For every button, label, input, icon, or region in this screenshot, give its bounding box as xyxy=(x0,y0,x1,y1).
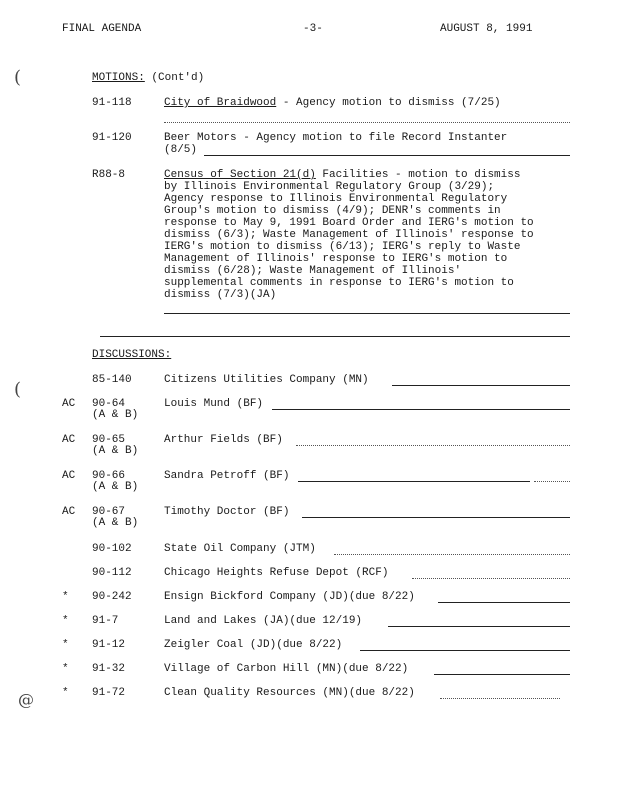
blank-line xyxy=(296,445,570,446)
motion-line: dismiss (6/3); Waste Management of Illinois' response to xyxy=(164,229,534,241)
blank-line xyxy=(334,554,570,555)
case-title: Chicago Heights Refuse Depot (RCF) xyxy=(164,567,389,579)
motion-line: Management of Illinois' response to IERG's motion to xyxy=(164,253,508,265)
blank-line xyxy=(272,409,570,410)
case-title: Clean Quality Resources (MN)(due 8/22) xyxy=(164,687,415,699)
case-subparts: (A & B) xyxy=(92,445,139,457)
discussions-heading: DISCUSSIONS: xyxy=(92,349,172,361)
blank-line xyxy=(360,650,570,651)
case-title: State Oil Company (JTM) xyxy=(164,543,316,555)
blank-line xyxy=(412,578,570,579)
case-prefix: AC xyxy=(62,398,76,410)
motion-line: Agency response to Illinois Environmental Regulatory xyxy=(164,193,508,205)
motion-number: R88-8 xyxy=(92,169,126,181)
case-number: 91-7 xyxy=(92,615,119,627)
case-number: 91-32 xyxy=(92,663,126,675)
scan-mark-bracket: ( xyxy=(14,379,22,400)
case-prefix: * xyxy=(62,615,69,627)
blank-line xyxy=(438,602,570,603)
case-prefix: AC xyxy=(62,470,76,482)
motion-line: (8/5) xyxy=(164,144,198,156)
case-title: Louis Mund (BF) xyxy=(164,398,264,410)
motion-number: 91-120 xyxy=(92,132,132,144)
case-prefix: * xyxy=(62,663,69,675)
scan-mark-bracket: ( xyxy=(14,67,22,88)
case-number: 91-72 xyxy=(92,687,126,699)
blank-line xyxy=(302,517,570,518)
motion-entry: City of Braidwood - Agency motion to dismiss (7/25) xyxy=(164,97,501,109)
case-prefix: * xyxy=(62,639,69,651)
case-title: Land and Lakes (JA)(due 12/19) xyxy=(164,615,363,627)
case-number: 90-64 xyxy=(92,398,126,410)
motion-party: City of Braidwood xyxy=(164,97,277,109)
case-subparts: (A & B) xyxy=(92,517,139,529)
blank-line xyxy=(392,385,570,386)
case-number: 85-140 xyxy=(92,374,132,386)
case-title: Arthur Fields (BF) xyxy=(164,434,283,446)
blank-line xyxy=(164,313,570,314)
motion-line: dismiss (6/28); Waste Management of Illinois' xyxy=(164,265,462,277)
blank-line xyxy=(534,481,570,482)
case-subparts: (A & B) xyxy=(92,409,139,421)
blank-line xyxy=(164,122,570,123)
motion-line: Group's motion to dismiss (4/9); DENR's comments in xyxy=(164,205,501,217)
motion-line: supplemental comments in response to IERG's motion to xyxy=(164,277,514,289)
motion-line: Beer Motors - Agency motion to file Record Instanter xyxy=(164,132,508,144)
blank-line xyxy=(298,481,530,482)
motion-line: dismiss (7/3)(JA) xyxy=(164,289,277,301)
motion-line: by Illinois Environmental Regulatory Group (3/29); xyxy=(164,181,495,193)
motion-party: Census of Section 21(d) xyxy=(164,169,316,181)
header-date: AUGUST 8, 1991 xyxy=(440,23,533,35)
blank-line xyxy=(100,336,570,337)
case-prefix: * xyxy=(62,687,69,699)
blank-line xyxy=(388,626,570,627)
motion-entry: Census of Section 21(d) Facilities - motion to dismiss xyxy=(164,169,521,181)
case-title: Citizens Utilities Company (MN) xyxy=(164,374,369,386)
case-number: 90-102 xyxy=(92,543,132,555)
blank-line xyxy=(440,698,560,699)
case-title: Timothy Doctor (BF) xyxy=(164,506,290,518)
case-number: 90-65 xyxy=(92,434,126,446)
page-number: -3- xyxy=(303,23,323,35)
case-number: 90-112 xyxy=(92,567,132,579)
case-prefix: * xyxy=(62,591,69,603)
case-number: 90-66 xyxy=(92,470,126,482)
blank-line xyxy=(204,155,570,156)
case-number: 90-67 xyxy=(92,506,126,518)
case-title: Ensign Bickford Company (JD)(due 8/22) xyxy=(164,591,415,603)
case-title: Village of Carbon Hill (MN)(due 8/22) xyxy=(164,663,409,675)
case-prefix: AC xyxy=(62,506,76,518)
scan-mark-smudge: @ xyxy=(18,690,34,709)
case-title: Zeigler Coal (JD)(due 8/22) xyxy=(164,639,343,651)
motions-heading: MOTIONS: (Cont'd) xyxy=(92,72,205,84)
case-number: 90-242 xyxy=(92,591,132,603)
blank-line xyxy=(434,674,570,675)
case-number: 91-12 xyxy=(92,639,126,651)
motion-line: IERG's motion to dismiss (6/13); IERG's reply to Waste xyxy=(164,241,521,253)
header-title: FINAL AGENDA xyxy=(62,23,142,35)
case-prefix: AC xyxy=(62,434,76,446)
motion-number: 91-118 xyxy=(92,97,132,109)
case-subparts: (A & B) xyxy=(92,481,139,493)
case-title: Sandra Petroff (BF) xyxy=(164,470,290,482)
motion-line: response to May 9, 1991 Board Order and IERG's motion to xyxy=(164,217,534,229)
